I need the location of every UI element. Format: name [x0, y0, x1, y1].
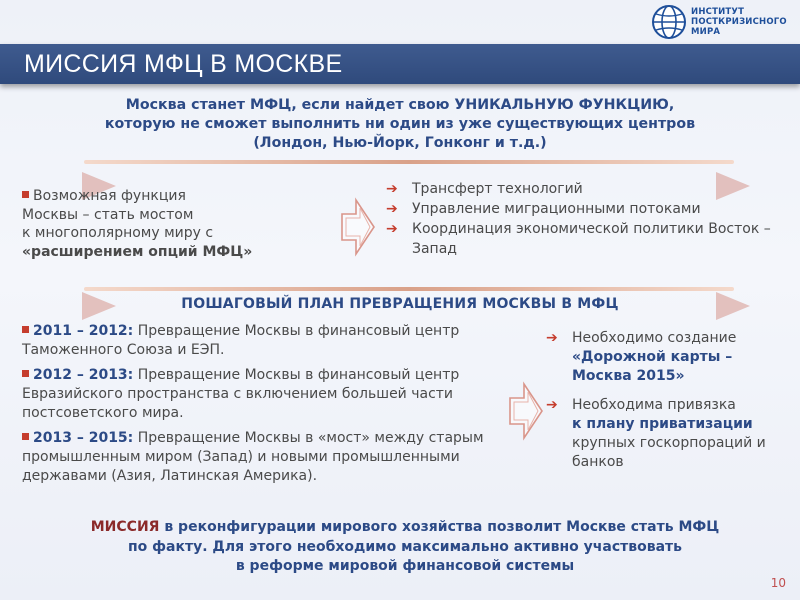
- institute-logo: [651, 3, 796, 41]
- section-divider: [84, 160, 734, 164]
- logo-wordmark: ИНСТИТУТ ПОСТКРИЗИСНОГО МИРА: [691, 7, 787, 37]
- arrow-right-icon: ➔: [546, 397, 558, 413]
- plan-steps: [22, 322, 502, 492]
- arrow-right-icon: ➔: [386, 221, 398, 237]
- plan-heading: ПОШАГОВЫЙ ПЛАН ПРЕВРАЩЕНИЯ МОСКВЫ В МФЦ: [181, 296, 619, 312]
- outline-arrow-icon: [340, 196, 376, 258]
- list-item: ➔ Необходима привязка к плану приватизации крупных госкорпораций и банков: [546, 397, 766, 470]
- bullet-square: [22, 326, 29, 333]
- title-bar: [0, 44, 800, 84]
- section-divider: [84, 287, 734, 291]
- page-title: МИССИЯ МФЦ В МОСКВЕ: [24, 50, 343, 78]
- list-item: ➔ Необходимо создание «Дорожной карты – Москва 2015»: [546, 330, 737, 384]
- list-item: ➔ Управление миграционными потоками: [386, 201, 701, 217]
- function-list: [386, 179, 776, 259]
- bullet-square: [22, 191, 29, 198]
- mission-statement: МИССИЯ в реконфигурации мирового хозяйства позволит Москве стать МФЦ по факту. Для этого необходимо максимально активно участвовать в реформе мировой финансовой системы: [90, 519, 720, 574]
- list-item: ➔ Координация экономической политики Восток – Запад: [386, 221, 771, 257]
- plan-step: 2011 – 2012: Превращение Москвы в финансовый центр Таможенного Союза и ЕЭП.: [22, 323, 460, 358]
- bullet-square: [22, 433, 29, 440]
- bullet-square: [22, 370, 29, 377]
- plan-step: 2012 – 2013: Превращение Москвы в финансовый центр Евразийского пространства с включением большей части постсоветского мира.: [22, 367, 460, 421]
- arrow-right-icon: ➔: [546, 330, 558, 346]
- decor-triangle: [82, 292, 116, 320]
- function-block: Возможная функция Москвы – стать мостом к многополярному миру с «расширением опций МФЦ»: [22, 188, 253, 260]
- decor-triangle: [716, 292, 750, 320]
- arrow-right-icon: ➔: [386, 201, 398, 217]
- requirements-list: [546, 329, 786, 476]
- page-number: 10: [770, 576, 786, 590]
- intro-statement: Москва станет МФЦ, если найдет свою УНИКАЛЬНУЮ ФУНКЦИЮ, которую не сможет выполнить ни один из уже существующих центров (Лондон, Нью-Йорк, Гонконг и т.д.): [104, 97, 696, 151]
- outline-arrow-icon: [508, 380, 544, 442]
- plan-step: 2013 – 2015: Превращение Москвы в «мост» между старым промышленным миром (Запад) и новыми промышленными державами (Азия, Латинская Америка).: [22, 430, 484, 484]
- arrow-right-icon: ➔: [386, 181, 398, 197]
- list-item: ➔ Трансферт технологий: [386, 181, 583, 197]
- globe-icon: [651, 4, 687, 40]
